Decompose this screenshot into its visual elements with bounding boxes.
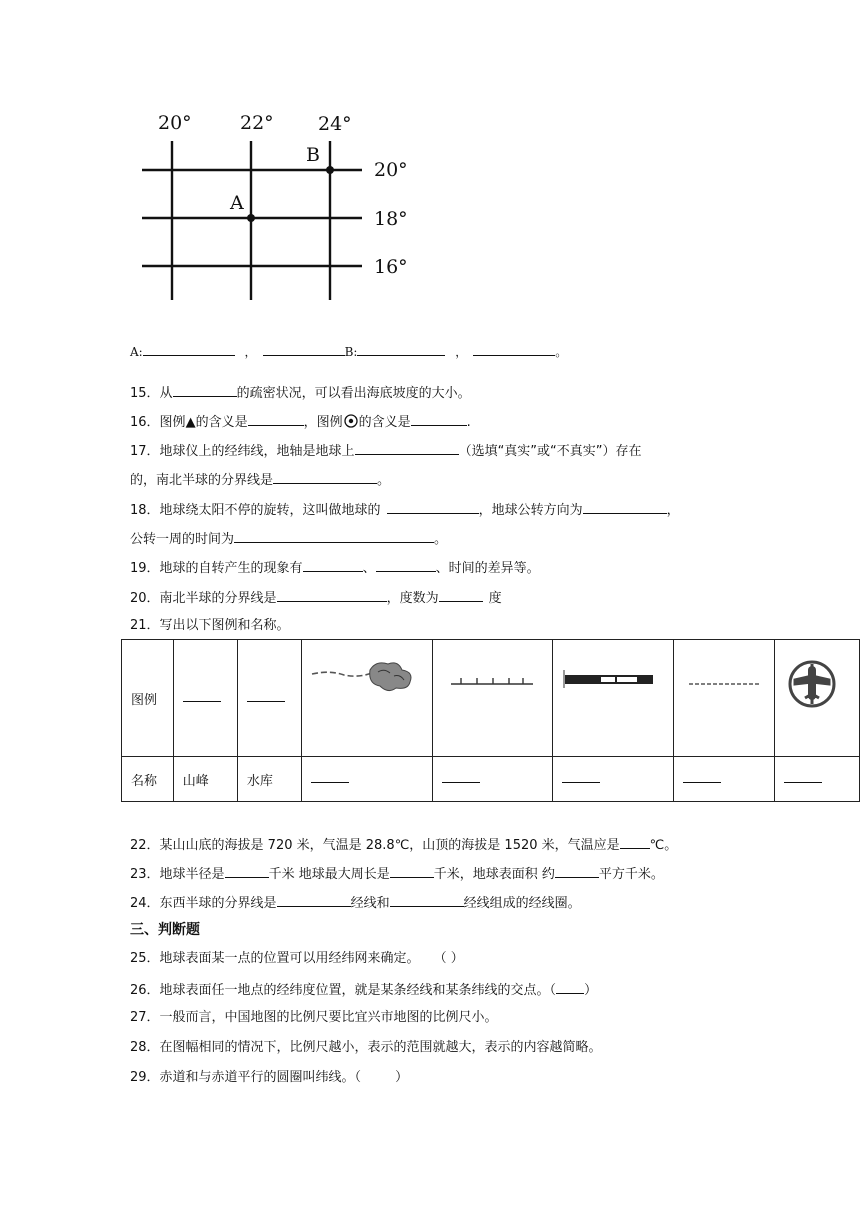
table-cell xyxy=(432,640,552,757)
legend-row-names xyxy=(122,757,860,802)
question-20: 20．南北半球的分界线是 ，度数为 度 xyxy=(130,587,502,609)
table-cell: 水库 xyxy=(237,757,301,802)
question-24: 24．东西半球的分界线是 经线和 经线组成的经线圈。 xyxy=(130,892,581,914)
legend-row-symbols xyxy=(122,640,860,757)
question-17-line2: 的，南北半球的分界线是 。 xyxy=(130,469,390,491)
question-18-line2: 公转一周的时间为 。 xyxy=(130,528,447,550)
answer-paren[interactable]: （ ） xyxy=(433,951,464,966)
answer-blank[interactable] xyxy=(387,499,479,514)
answer-blank[interactable] xyxy=(225,863,269,878)
row-header: 图例 xyxy=(122,640,174,757)
airport-symbol-icon xyxy=(775,640,859,752)
river-lake-symbol-icon xyxy=(302,640,432,752)
table-cell xyxy=(774,757,859,802)
answer-blank[interactable] xyxy=(439,587,483,602)
answer-blank[interactable] xyxy=(183,691,221,702)
answer-blank[interactable] xyxy=(357,341,445,356)
table-cell xyxy=(173,640,237,757)
q14-answer-line: A: ， B: ， 。 xyxy=(130,341,567,362)
point-b-label: B xyxy=(306,144,320,166)
top-label-20: 20° xyxy=(158,112,192,134)
boundary-line-symbol-icon xyxy=(674,640,774,752)
question-17-line1: 17．地球仪上的经纬线，地轴是地球上 （选填“真实”或“不真实”）存在 xyxy=(130,440,642,462)
table-cell xyxy=(774,640,859,757)
answer-blank[interactable] xyxy=(411,411,467,426)
point-a-label: A xyxy=(230,192,244,214)
answer-blank[interactable] xyxy=(277,892,351,907)
table-cell xyxy=(552,757,673,802)
question-16: 16．图例▲的含义是 ，图例 的含义是 . xyxy=(130,411,471,433)
answer-blank[interactable] xyxy=(376,557,436,572)
answer-blank[interactable] xyxy=(248,411,304,426)
top-label-24: 24° xyxy=(318,113,352,135)
answer-blank[interactable] xyxy=(784,772,822,783)
question-28: 28．在图幅相同的情况下，比例尺越小，表示的范围就越大，表示的内容越简略。 xyxy=(130,1040,602,1055)
answer-blank[interactable] xyxy=(390,892,464,907)
right-label-20: 20° xyxy=(374,159,408,181)
point-a-dot xyxy=(247,214,255,222)
lat-lon-grid-figure xyxy=(130,105,430,305)
answer-blank[interactable] xyxy=(442,772,480,783)
question-22: 22．某山山底的海拔是 720 米，气温是 28.8℃，山顶的海拔是 1520 米，气温应是 ℃。 xyxy=(130,834,677,856)
table-cell: 山峰 xyxy=(173,757,237,802)
answer-blank[interactable] xyxy=(555,863,599,878)
answer-blank[interactable] xyxy=(277,587,387,602)
railway-symbol-icon xyxy=(433,640,552,752)
row-header: 名称 xyxy=(122,757,174,802)
question-15: 15．从 的疏密状况，可以看出海底坡度的大小。 xyxy=(130,382,471,404)
question-25: 25．地球表面某一点的位置可以用经纬网来确定。 （ ） xyxy=(130,951,464,966)
answer-blank[interactable] xyxy=(473,341,555,356)
legend-table xyxy=(121,639,860,802)
right-label-16: 16° xyxy=(374,256,408,278)
point-b-dot xyxy=(326,166,334,174)
answer-blank[interactable] xyxy=(556,979,584,994)
answer-blank[interactable] xyxy=(683,772,721,783)
answer-blank[interactable] xyxy=(355,440,459,455)
answer-blank[interactable] xyxy=(247,691,285,702)
table-cell xyxy=(673,757,774,802)
answer-blank[interactable] xyxy=(143,341,235,356)
question-21: 21．写出以下图例和名称。 xyxy=(130,618,290,633)
table-cell xyxy=(673,640,774,757)
scale-bar-symbol-icon xyxy=(553,640,673,752)
answer-blank[interactable] xyxy=(173,382,237,397)
answer-blank[interactable] xyxy=(273,469,377,484)
section-3-title: 三、判断题 xyxy=(130,922,200,938)
circle-dot-symbol-icon xyxy=(343,414,359,428)
answer-blank[interactable] xyxy=(311,772,349,783)
answer-blank[interactable] xyxy=(583,499,667,514)
table-cell xyxy=(237,640,301,757)
question-18-line1: 18．地球绕太阳不停的旋转，这叫做地球的 ，地球公转方向为 ， xyxy=(130,499,680,521)
right-label-18: 18° xyxy=(374,208,408,230)
table-cell xyxy=(552,640,673,757)
answer-blank[interactable] xyxy=(390,863,434,878)
answer-blank[interactable] xyxy=(562,772,600,783)
triangle-symbol-icon: ▲ xyxy=(185,415,196,430)
table-cell xyxy=(301,757,432,802)
table-cell xyxy=(432,757,552,802)
question-19: 19．地球的自转产生的现象有 、 、时间的差异等。 xyxy=(130,557,540,579)
answer-blank[interactable] xyxy=(234,528,434,543)
question-29: 29．赤道和与赤道平行的圆圈叫纬线。（ ） xyxy=(130,1070,409,1085)
answer-blank[interactable] xyxy=(303,557,363,572)
answer-blank[interactable] xyxy=(263,341,345,356)
question-23: 23．地球半径是 千米 地球最大周长是 千米，地球表面积 约 平方千米。 xyxy=(130,863,664,885)
question-26: 26．地球表面任一地点的经纬度位置，就是某条经线和某条纬线的交点。（ ） xyxy=(130,979,597,1001)
question-27: 27．一般而言，中国地图的比例尺要比宜兴市地图的比例尺小。 xyxy=(130,1010,498,1025)
top-label-22: 22° xyxy=(240,112,274,134)
answer-blank[interactable] xyxy=(620,834,650,849)
table-cell xyxy=(301,640,432,757)
